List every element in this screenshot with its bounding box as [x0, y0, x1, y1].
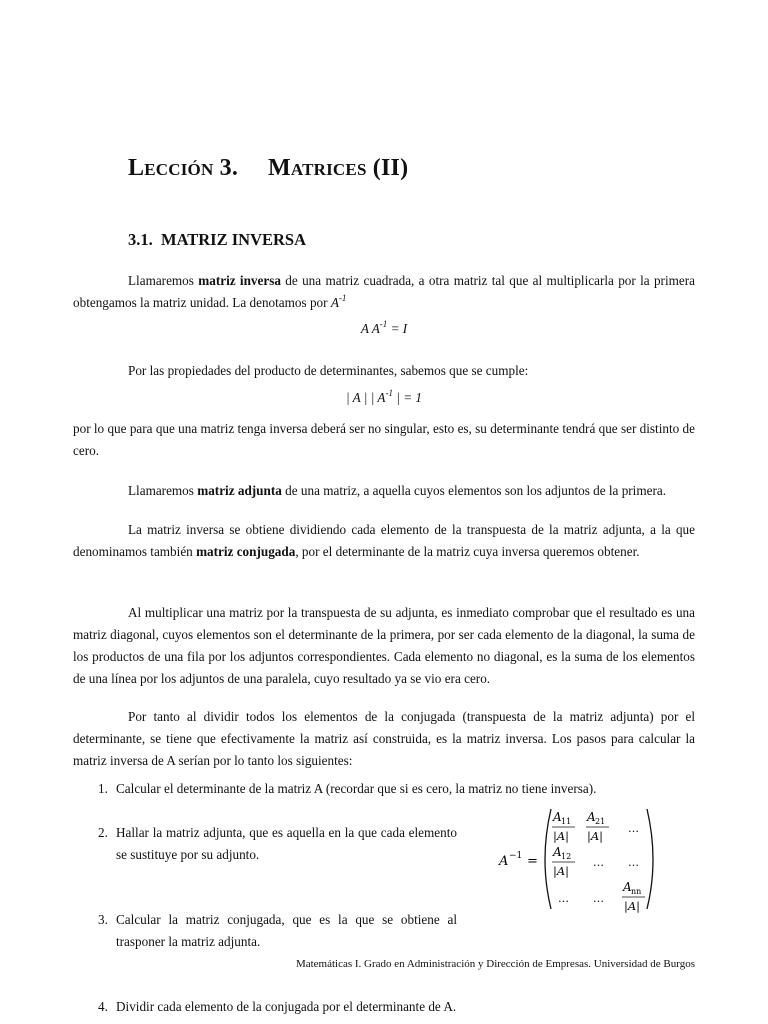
svg-text:A: A: [587, 810, 596, 824]
list-item-step-1: 1. Calcular el determinante de la matriz A (recordar que si es cero, la matriz no tiene inversa).: [98, 781, 597, 796]
equation-identity: A $A^{-1} = I$: [360, 319, 408, 336]
svg-text:A: A: [623, 880, 632, 894]
svg-text:11: 11: [561, 817, 572, 826]
matrix-lhs: A: [499, 854, 509, 869]
svg-text:…: …: [558, 892, 569, 905]
svg-text:21: 21: [595, 817, 606, 826]
svg-text:nn: nn: [631, 887, 642, 896]
matrix-lhs-sup: −1: [509, 851, 523, 861]
section-heading: [128, 230, 306, 250]
lesson-title: [128, 155, 408, 182]
term-matriz-adjunta: matriz adjunta: [197, 483, 282, 498]
matrix-eq: =: [527, 854, 538, 869]
lesson-prefix: Lección 3.: [128, 155, 239, 181]
equation-determinant: | A | | $A^{-1}$ | = 1: [346, 388, 422, 405]
paragraph-adjunta-definition: Llamaremos matriz adjunta de una matriz, a aquella cuyos elementos son los adjuntos de la primera.: [128, 483, 666, 498]
svg-text:…: …: [628, 822, 639, 835]
right-bracket: [647, 809, 653, 909]
svg-text:…: …: [628, 856, 639, 869]
left-bracket: [545, 809, 551, 909]
term-matriz-conjugada: matriz conjugada: [196, 544, 296, 559]
svg-text:|A|: |A|: [553, 829, 570, 843]
inverse-matrix-formula: [495, 805, 665, 915]
paragraph-diagonal: Al multiplicar una matriz por la transpuesta de su adjunta, es inmediato comprobar que el resultado es una matriz diagonal, cuyos elementos son el determinante de la primera, por ser cada elemento de la diagonal, la suma de los productos de una fila por los adjuntos correspondientes. Cada elemento no diagonal, es la suma de los elementos de una línea por los adjuntos de una paralela, cuyo resultado ya se vio era cero.: [73, 605, 695, 686]
svg-text:…: …: [593, 856, 604, 869]
paragraph-conjugada: La matriz inversa se obtiene dividiendo cada elemento de la transpuesta de la matriz adjunta, a la que denominamos también matriz conjugada, por el determinante de la matriz cuya inversa queremos obtener.: [73, 522, 695, 559]
paragraph-steps-intro: Por tanto al dividir todos los elementos de la conjugada (transpuesta de la matriz adjunta) por el determinante, se tiene que efectivamente la matriz así construida, es la matriz inversa. Los pasos para calcular la matriz inversa de A serían por lo tanto los siguientes:: [73, 709, 695, 768]
svg-text:A: A: [553, 845, 562, 859]
paragraph-non-singular: por lo que para que una matriz tenga inversa deberá ser no singular, esto es, su determinante tendrá que ser distinto de cero.: [73, 421, 695, 458]
svg-text:…: …: [593, 892, 604, 905]
paragraph-determinant-property: Por las propiedades del producto de determinantes, sabemos que se cumple:: [128, 363, 529, 378]
section-title: MATRIZ INVERSA: [161, 230, 307, 249]
term-matriz-inversa: matriz inversa: [198, 273, 281, 288]
section-number: 3.1.: [128, 230, 153, 249]
paragraph-inverse-definition: Llamaremos matriz inversa de una matriz cuadrada, a otra matriz tal que al multiplicarla por la primera obtengamos la matriz unidad. La denotamos por $A^{-1}$: [73, 273, 695, 310]
list-item-step-4: 4. Dividir cada elemento de la conjugada por el determinante de A.: [98, 999, 457, 1014]
page-footer: Matemáticas I. Grado en Administración y Dirección de Empresas. Universidad de Burgos: [295, 958, 695, 970]
svg-text:|A|: |A|: [624, 899, 641, 913]
svg-text:A: A: [553, 810, 562, 824]
svg-text:|A|: |A|: [553, 864, 570, 878]
list-item-step-3: 3. Calcular la matriz conjugada, que es la que se obtiene al trasponer la matriz adjunta.: [98, 912, 457, 949]
lesson-name: Matrices (II): [268, 155, 409, 181]
svg-text:12: 12: [561, 852, 572, 861]
svg-text:|A|: |A|: [587, 829, 604, 843]
list-item-step-2: 2. Hallar la matriz adjunta, que es aquella en la que cada elemento se sustituye por su adjunto.: [98, 825, 457, 862]
